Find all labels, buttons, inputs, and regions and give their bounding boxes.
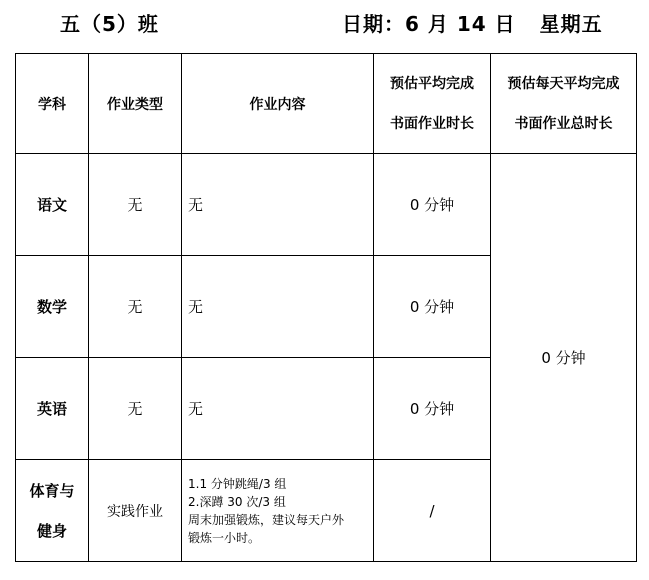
subject-cell: 语文: [16, 154, 89, 256]
type-cell: 无: [89, 154, 182, 256]
subject-cell: 数学: [16, 256, 89, 358]
weekday-label: 星期五: [539, 12, 603, 36]
subject-cell: 体育与 健身: [16, 460, 89, 562]
col-header-content: 作业内容: [182, 54, 374, 154]
content-cell: 无: [182, 154, 374, 256]
time-cell: 0 分钟: [374, 154, 491, 256]
time-cell: 0 分钟: [374, 256, 491, 358]
type-cell: 无: [89, 358, 182, 460]
type-cell: 实践作业: [89, 460, 182, 562]
class-title: 五（5）班: [60, 12, 159, 36]
time-cell: /: [374, 460, 491, 562]
table-row: [16, 154, 637, 256]
content-cell: 1.1 分钟跳绳/3 组 2.深蹲 30 次/3 组 周末加强锻炼，建议每天户外 锻炼一小时。: [182, 460, 374, 562]
col-header-avg-time: 预估平均完成 书面作业时长: [374, 54, 491, 154]
subject-cell: 英语: [16, 358, 89, 460]
date-label: 日期：6 月 14 日: [342, 12, 516, 36]
col-header-subject: 学科: [16, 54, 89, 154]
time-cell: 0 分钟: [374, 358, 491, 460]
type-cell: 无: [89, 256, 182, 358]
table-header-row: [16, 54, 637, 154]
col-header-type: 作业类型: [89, 54, 182, 154]
total-time-cell: 0 分钟: [491, 154, 637, 562]
content-cell: 无: [182, 256, 374, 358]
date-header: [342, 8, 619, 37]
col-header-daily-total: 预估每天平均完成 书面作业总时长: [491, 54, 637, 154]
content-cell: 无: [182, 358, 374, 460]
homework-table: [15, 53, 637, 562]
